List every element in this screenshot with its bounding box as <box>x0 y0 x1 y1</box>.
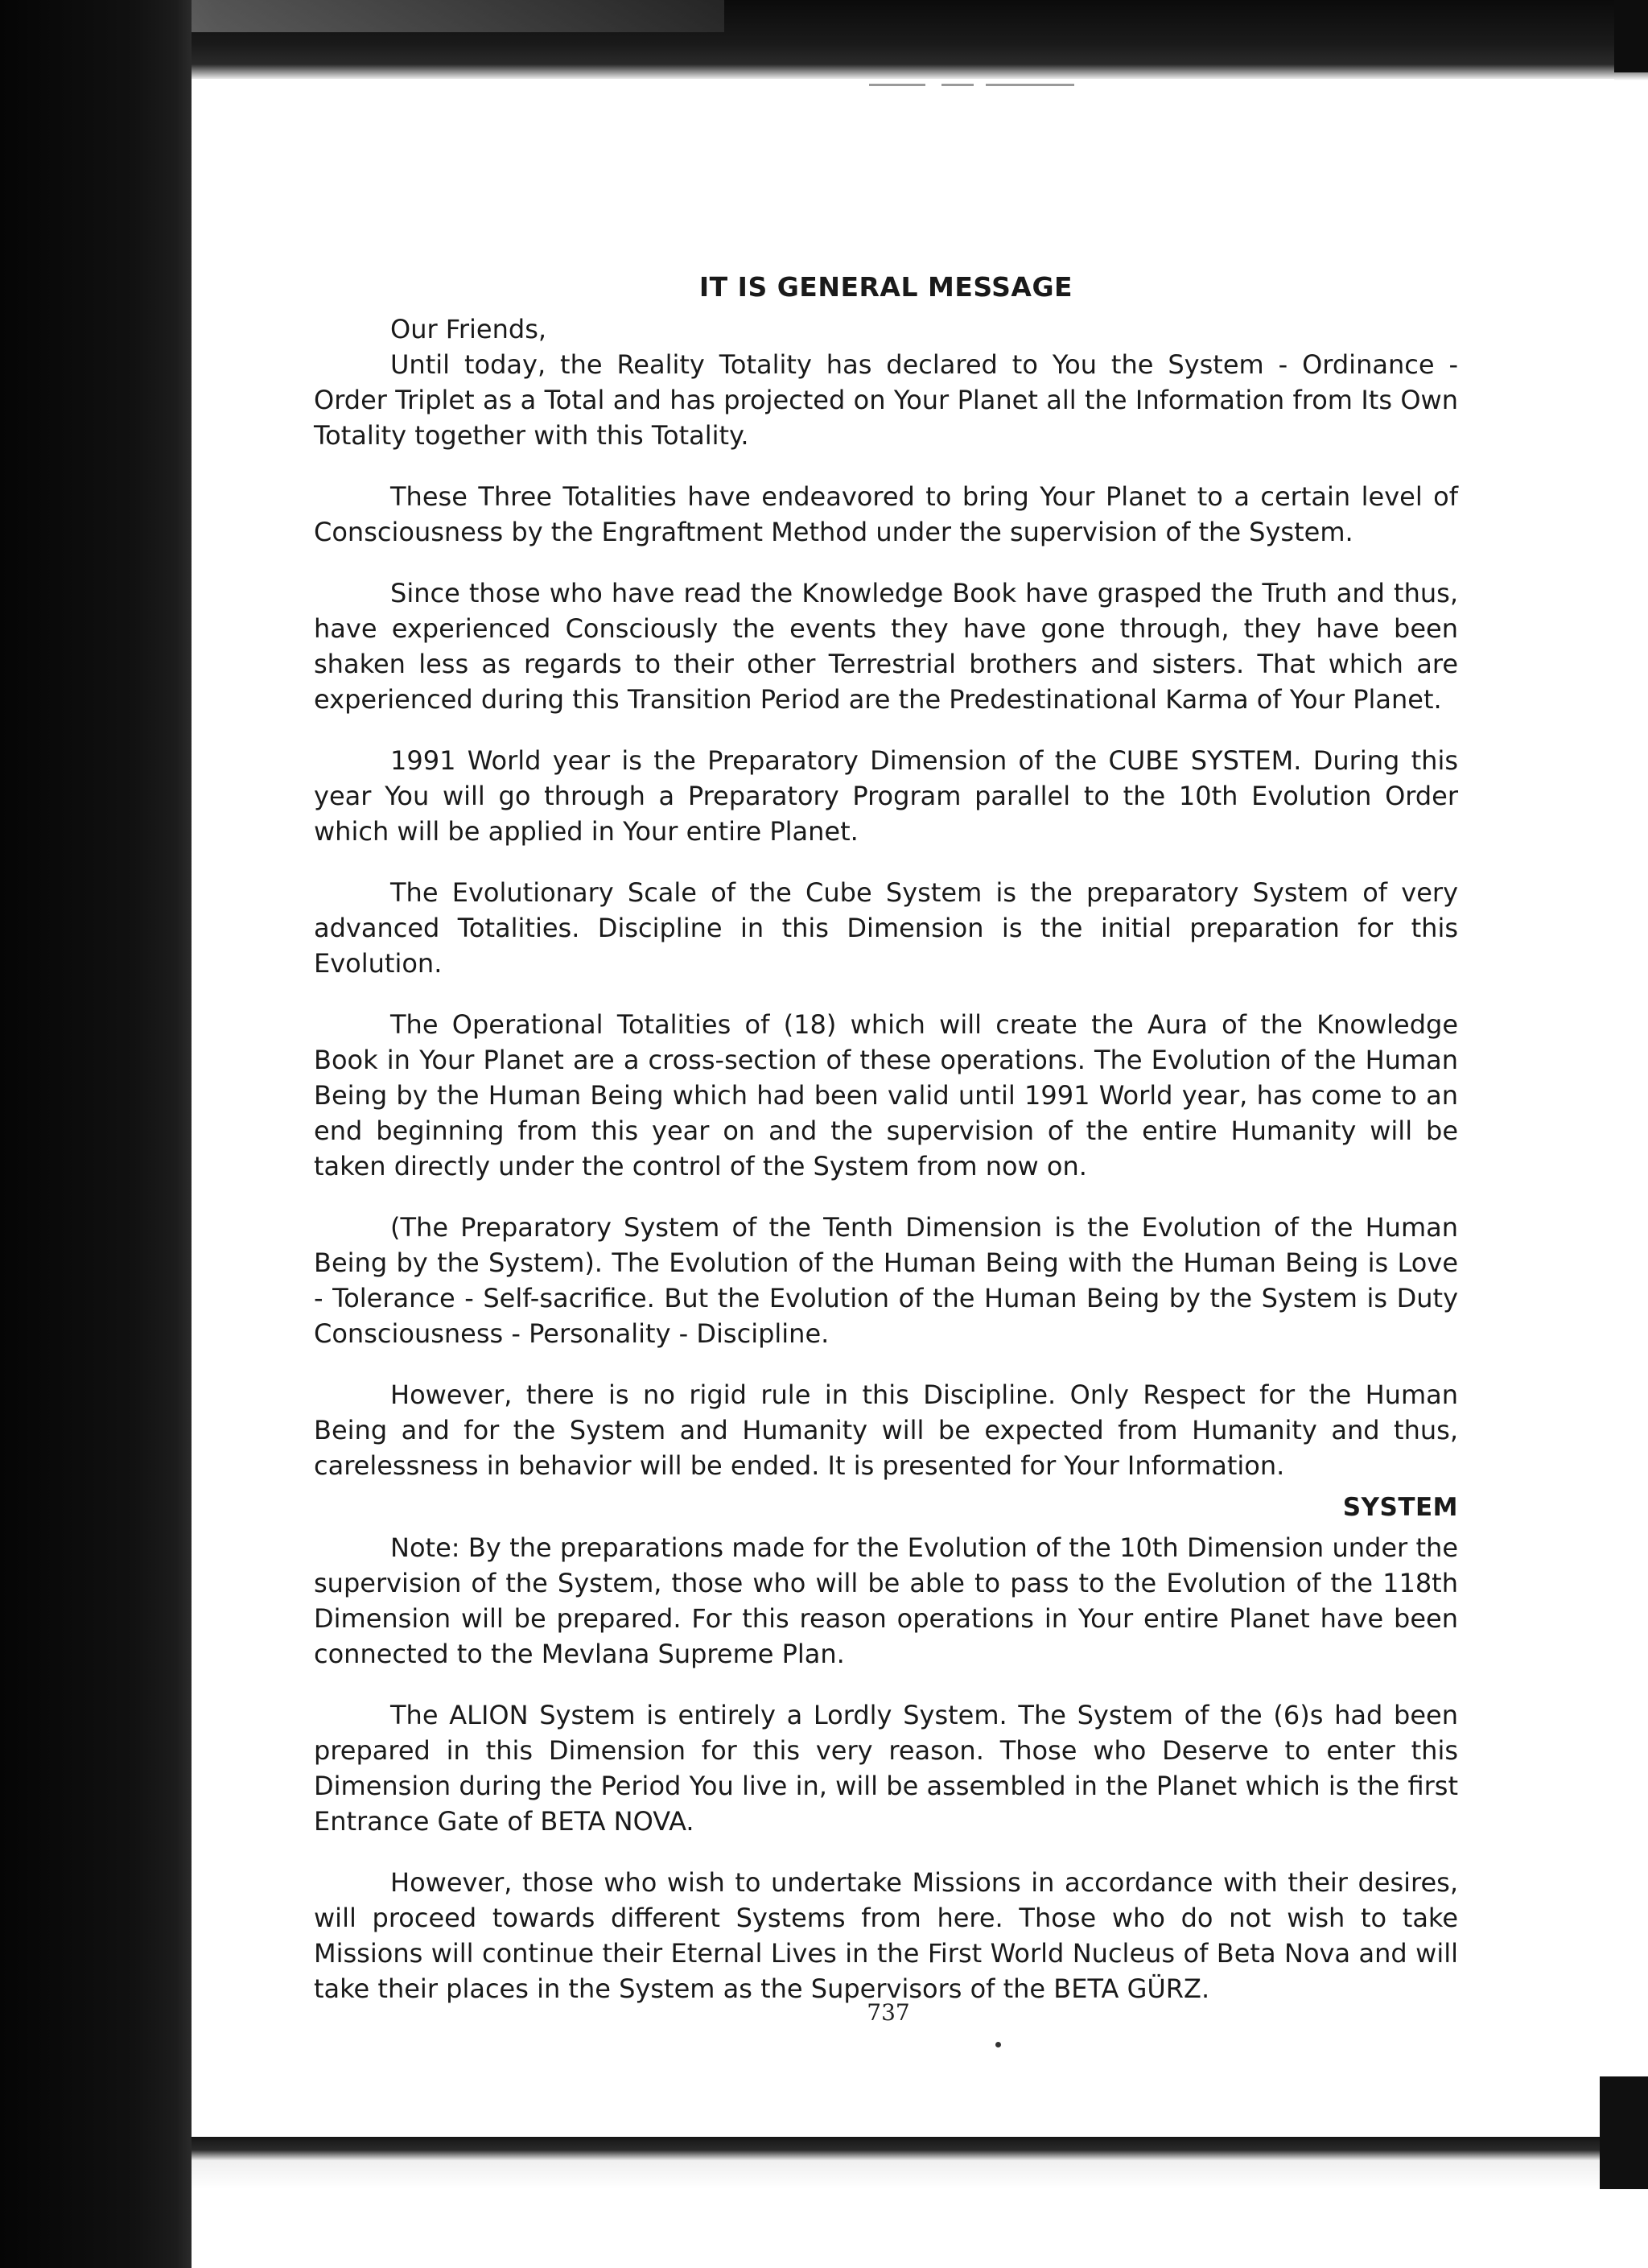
paragraph: Since those who have read the Knowledge Book have grasped the Truth and thus, have experienced Consciously the events they have gone through, they have been shaken less as regards to their other Terrestrial brothers and sisters. That which are experienced during this Transition Period are the Predestinational Karma of Your Planet. <box>314 578 1458 715</box>
document-body <box>314 270 1458 2032</box>
scan-artifact <box>986 84 1074 86</box>
paragraph: These Three Totalities have endeavored to bring Your Planet to a certain level of Consciousness by the Engraftment Method under the supervision of the System. <box>314 481 1458 547</box>
note-paragraph: The ALION System is entirely a Lordly System. The System of the (6)s had been prepared in this Dimension for this very reason. Those who Deserve to enter this Dimension during the Period You live in, will be assembled in the Planet which is the first Entrance Gate of BETA NOVA. <box>314 1700 1458 1837</box>
scan-edge-bottom <box>192 2137 1648 2268</box>
note-paragraph: Note: By the preparations made for the Evolution of the 10th Dimension under the supervision of the System, those who will be able to pass to the Evolution of the 118th Dimension will be prepared. For this reason operations in Your entire Planet have been connected to the Mevlana Supreme Plan. <box>314 1532 1458 1669</box>
scan-edge-bottom-right <box>1600 2076 1648 2189</box>
paragraph: The Operational Totalities of (18) which will create the Aura of the Knowledge Book in Your Planet are a cross-section of these operations. The Evolution of the Human Being by the Human Being which had been valid until 1991 World year, has come to an end beginning from this year on and the supervision of the entire Humanity will be taken directly under the control of the System from now on. <box>314 1009 1458 1181</box>
scan-speck <box>995 2042 1001 2047</box>
greeting: Our Friends, <box>390 314 547 344</box>
scan-edge-right <box>1614 0 1648 72</box>
page-title: IT IS GENERAL MESSAGE <box>698 271 1073 303</box>
scan-artifact <box>869 84 925 86</box>
note-paragraph: However, those who wish to undertake Missions in accordance with their desires, will proceed towards different Systems from here. Those who do not wish to take Missions will continue their Eternal Lives in the First World Nucleus of Beta Nova and will take their places in the System as the Supervisors of the BETA GÜRZ. <box>314 1867 1458 2004</box>
paragraph: Until today, the Reality Totality has declared to You the System - Ordinance - Order Triplet as a Total and has projected on Your Planet all the Information from Its Own Totality together with this Totality. <box>314 349 1458 451</box>
scan-artifact <box>941 84 974 86</box>
paragraph: However, there is no rigid rule in this Discipline. Only Respect for the Human Being and for the System and Humanity will be expected from Humanity and thus, carelessness in behavior will be ended. It is presented for Your Information. <box>314 1379 1458 1481</box>
paragraph: The Evolutionary Scale of the Cube System is the preparatory System of very advanced Totalities. Discipline in this Dimension is the initial preparation for this Evolution. <box>314 877 1458 979</box>
paragraph: (The Preparatory System of the Tenth Dimension is the Evolution of the Human Being by the System). The Evolution of the Human Being with the Human Being is Love - Tolerance - Self-sacrifice. But the Evolution of the Human Being by the System is Duty Consciousness - Personality - Discipline. <box>314 1212 1458 1349</box>
paragraph: 1991 World year is the Preparatory Dimension of the CUBE SYSTEM. During this year You will go through a Preparatory Program parallel to the 10th Evolution Order which will be applied in Your entire Planet. <box>314 745 1458 847</box>
signature: SYSTEM <box>1342 1493 1458 1522</box>
scan-edge-left <box>0 0 192 2268</box>
page-number: 737 <box>867 1999 910 2026</box>
